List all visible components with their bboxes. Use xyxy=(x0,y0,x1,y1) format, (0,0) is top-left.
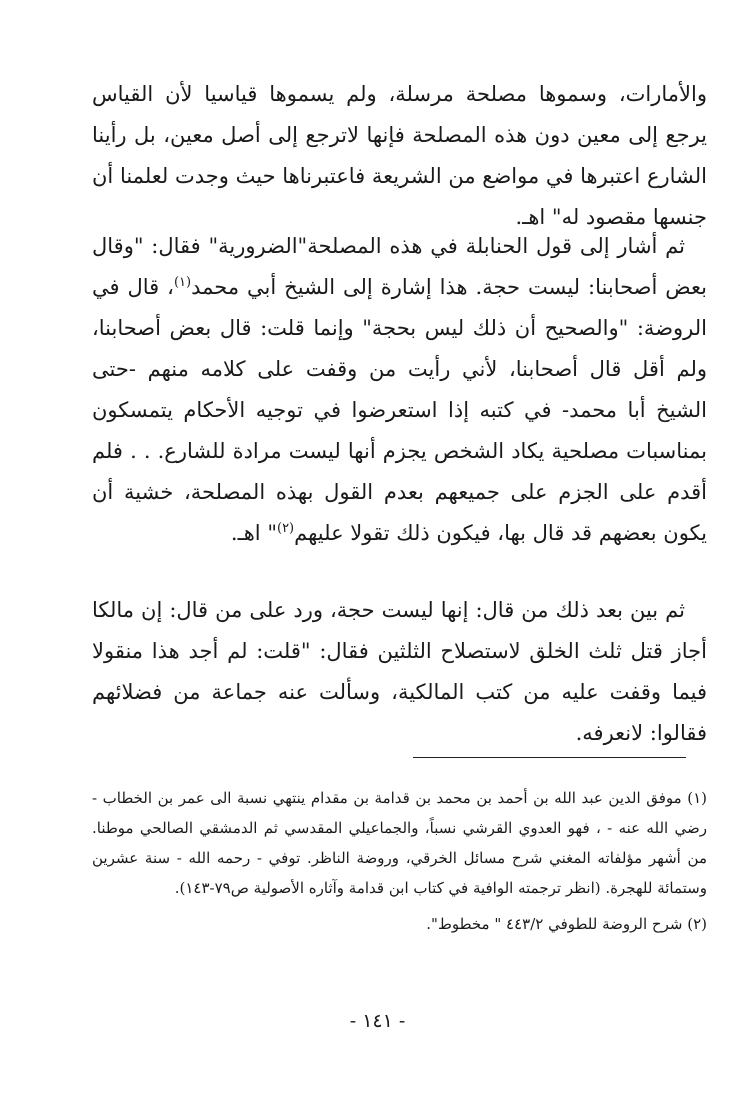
footnotes-section xyxy=(92,783,707,939)
paragraph-3 xyxy=(92,590,707,754)
footnote-ref-2[interactable]: (٢) xyxy=(276,521,295,536)
footnote-ref-1[interactable]: (١) xyxy=(173,275,192,290)
paragraph-3-text: ثم بين بعد ذلك من قال: إنها ليست حجة، ورد على من قال: إن مالكا أجاز قتل ثلث الخلق لاستصلاح الثلثين فقال: "قلت: لم أجد هذا منقولا فيما وقفت عليه من كتب المالكية، وسألت عنه جماعة من فضلائهم فقالوا: لانعرفه. xyxy=(92,598,707,745)
paragraph-2-text-c: " اهـ. xyxy=(230,521,277,545)
paragraph-2-text-b: ، قال في الروضة: "والصحيح أن ذلك ليس بحجة" وإنما قلت: قال بعض أصحابنا، ولم أقل قال أصحابنا، لأني رأيت من وقفت على كلامه منهم -حتى الشيخ أبا محمد- في كتبه إذا استعرضوا في توجيه الأحكام يتمسكون بمناسبات مصلحية يكاد الشخص يجزم أنها ليست مرادة للشارع. . . فلم أقدم على الجزم على جميعهم بعدم القول بهذه المصلحة، خشية أن يكون بعضهم قد قال بها، فيكون ذلك تقولا عليهم xyxy=(92,275,707,545)
footnote-2: (٢) شرح الروضة للطوفي ٤٤٣/٢ " مخطوط". xyxy=(426,915,707,933)
paragraph-1 xyxy=(92,74,707,238)
paragraph-2 xyxy=(92,226,707,554)
paragraph-1-text: والأمارات، وسموها مصلحة مرسلة، ولم يسموها قياسيا لأن القياس يرجع إلى معين دون هذه المصلحة فإنها لاترجع إلى أصل معين، بل رأينا الشارع اعتبرها في مواضع من الشريعة فاعتبرناها حيث وجدت لعلمنا أن جنسها مقصود له" اهـ. xyxy=(92,82,707,229)
page-number: - ١٤١ - xyxy=(349,1010,406,1032)
paragraph-2-text-a: ثم أشار إلى قول الحنابلة في هذه المصلحة"الضرورية" فقال: "وقال بعض أصحابنا: ليست حجة. هذا إشارة إلى الشيخ أبي محمد xyxy=(92,234,707,299)
footnote-1: (١) موفق الدين عبد الله بن أحمد بن محمد بن قدامة بن مقدام ينتهي نسبة الى عمر بن الخطاب - رضي الله عنه - ، فهو العدوي القرشي نسباً، والجماعيلي المقدسي ثم الدمشقي الصالحي موطنا. من أشهر مؤلفاته المغني شرح مسائل الخرقي، وروضة الناظر. توفي - رحمه الله - سنة عشرين وستمائة للهجرة. (انظر ترجمته الوافية في كتاب ابن قدامة وآثاره الأصولية ص٧٩-١٤٣). xyxy=(92,789,708,897)
footnote-divider xyxy=(413,757,686,758)
